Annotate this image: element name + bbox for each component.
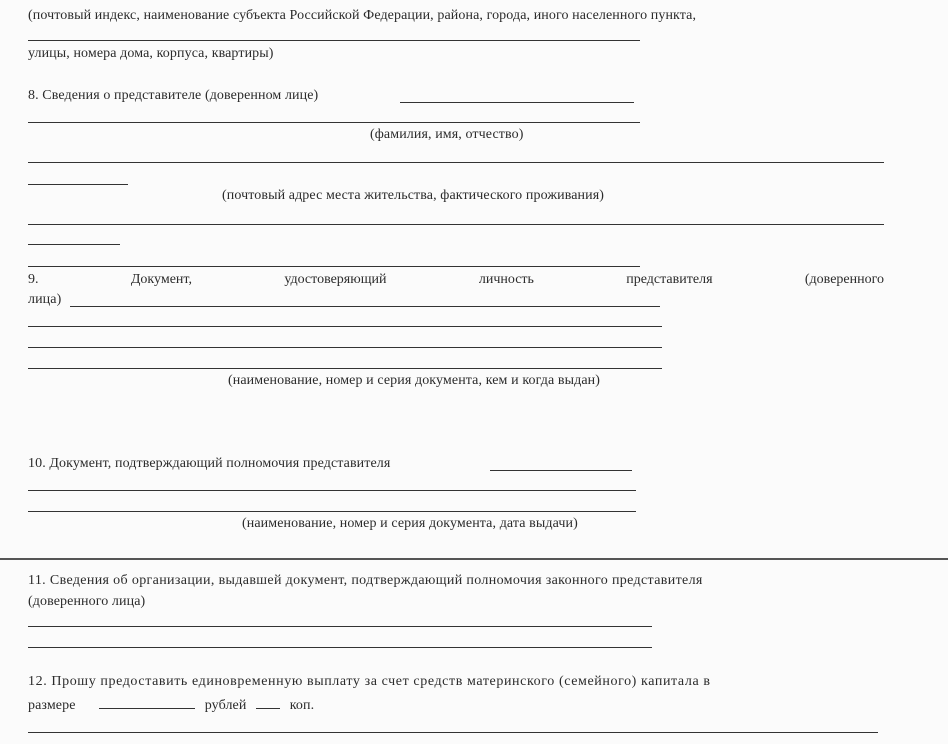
representative-name-line[interactable] [28, 162, 884, 163]
section-9-word: представителя [626, 272, 713, 287]
rubles-label: рублей [204, 698, 247, 713]
section-9-word: личность [478, 272, 534, 287]
organization-line-2[interactable] [28, 647, 652, 648]
section-9-caption: (наименование, номер и серия документа, кем и когда выдан) [228, 373, 600, 388]
kop-label: коп. [289, 698, 315, 713]
amount-in-words-line[interactable] [28, 732, 878, 733]
section-8-address-caption: (почтовый адрес места жительства, фактического проживания) [222, 188, 605, 203]
representative-address-line[interactable] [28, 224, 884, 225]
authority-document-line-1[interactable] [28, 490, 636, 491]
id-document-line-3[interactable] [28, 368, 662, 369]
section-9-heading [28, 272, 884, 288]
section-11-line-1: 11. Сведения об организации, выдавшей документ, подтверждающий полномочия законного представителя [28, 573, 703, 588]
size-label: размере [28, 698, 76, 713]
section-12-line-1: 12. Прошу предоставить единовременную выплату за счет средств материнского (семейного) капитала в [28, 674, 711, 689]
section-8-name-caption: (фамилия, имя, отчество) [370, 127, 524, 142]
section-9-word: 9. [28, 272, 39, 287]
section-10-caption: (наименование, номер и серия документа, дата выдачи) [242, 516, 578, 531]
authority-document-line-2[interactable] [28, 511, 636, 512]
representative-field-line[interactable] [28, 122, 640, 123]
rubles-amount-field[interactable] [99, 696, 195, 709]
section-8-label: 8. Сведения о представителе (доверенном лице) [28, 88, 319, 103]
authority-document-field[interactable] [490, 470, 632, 471]
section-10-label: 10. Документ, подтверждающий полномочия представителя [28, 456, 391, 471]
section-9-word: Документ, [130, 272, 192, 287]
id-document-field[interactable] [70, 306, 660, 307]
address-caption-1: (почтовый индекс, наименование субъекта Российской Федерации, района, города, иного населенного пункта, [28, 8, 697, 23]
id-document-line-2[interactable] [28, 347, 662, 348]
representative-address-line-2[interactable] [28, 244, 120, 245]
address-caption-2: улицы, номера дома, корпуса, квартиры) [28, 46, 274, 61]
section-divider [0, 558, 948, 560]
representative-address-line-3[interactable] [28, 266, 640, 267]
organization-line-1[interactable] [28, 626, 652, 627]
section-12-line-2 [28, 696, 314, 714]
section-9-line-2: лица) [28, 292, 62, 307]
representative-field[interactable] [400, 102, 634, 103]
id-document-line-1[interactable] [28, 326, 662, 327]
kopecks-field[interactable] [256, 696, 280, 709]
representative-name-line-2[interactable] [28, 184, 128, 185]
section-9-word: удостоверяющий [284, 272, 387, 287]
section-9-word: (доверенного [804, 272, 884, 287]
section-11-line-2: (доверенного лица) [28, 594, 146, 609]
address-line [28, 40, 640, 41]
